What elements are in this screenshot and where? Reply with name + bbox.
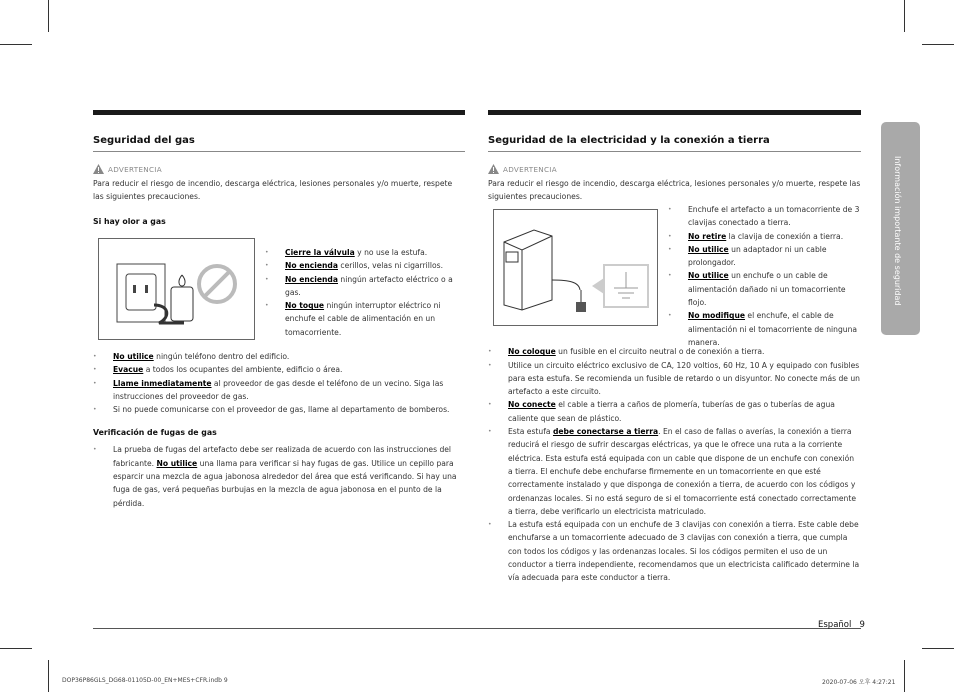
- crop-mark: [0, 44, 32, 45]
- gas-smell-heading: Si hay olor a gas: [93, 217, 166, 226]
- gas-safety-section: [93, 110, 465, 510]
- chapter-side-tab-label: Información importante de seguridad: [893, 156, 902, 306]
- intro-text: Para reducir el riesgo de incendio, descarga eléctrica, lesiones personales y/o muerte, respete las siguientes precauciones.: [93, 179, 453, 201]
- list-item: • Si no puede comunicarse con el proveedor de gas, llame al departamento de bomberos.: [93, 403, 465, 416]
- section-title: Seguridad del gas: [93, 135, 465, 152]
- warning-label: [488, 164, 861, 174]
- list-item: • Esta estufa debe conectarse a tierra. En el caso de fallas o averías, la conexión a tierra reducirá el riesgo de sufrir descargas eléctricas, ya que le ofrece una ruta a la corriente eléctrica. Esta estufa está equipada con un cable que dispone de un enchufe con conexión a tierra. El enchufe debe enchufarse firmemente en un tomacorriente en que esté correctamente instalado y que disponga de conexión a tierra, de acuerdo con los códigos y ordenanzas locales. Si no está seguro de si el tomacorriente está conectado correctamente a tierra, debe verificarlo un electricista matriculado.: [488, 425, 861, 518]
- page-number: 9: [859, 620, 865, 630]
- grounding-illustration: [493, 209, 658, 326]
- leak-heading: Verificación de fugas de gas: [93, 428, 217, 438]
- crop-mark: [922, 648, 954, 649]
- crop-mark: [904, 0, 905, 32]
- electrical-safety-section: [488, 110, 861, 585]
- list-item: • Evacue a todos los ocupantes del ambiente, edificio o área.: [93, 363, 465, 376]
- outlet-candle-no-icon: [99, 239, 254, 339]
- intro-text: Para reducir el riesgo de incendio, descarga eléctrica, lesiones personales y/o muerte, respete las siguientes precauciones.: [488, 179, 861, 201]
- list-item: • No retire la clavija de conexión a tierra.: [668, 230, 861, 243]
- warning-icon: [488, 164, 499, 174]
- list-item: • No conecte el cable a tierra a caños de plomería, tuberías de gas o tuberías de agua caliente que sean de plástico.: [488, 398, 861, 425]
- list-item: • No utilice ningún teléfono dentro del edificio.: [93, 350, 465, 363]
- gas-smell-illustration: [98, 238, 255, 340]
- page-footer: [818, 620, 865, 630]
- footer-rule: [93, 628, 861, 629]
- section-rule: [93, 110, 465, 115]
- footer-language: Español: [818, 620, 852, 630]
- print-slug-right: 2020-07-06 오후 4:27:21: [822, 679, 896, 686]
- list-item: • La estufa está equipada con un enchufe de 3 clavijas con conexión a tierra. Este cable debe enchufarse a un tomacorriente adecuado de 3 clavijas con conexión a tierra, que cumpla con todos los códigos y las ordenanzas locales. Si los códigos permiten el uso de un conductor a tierra independiente, recomendamos que un electricista calificado determine la vía adecuada para este conductor a tierra.: [488, 518, 861, 584]
- list-item: • No encienda ningún artefacto eléctrico o a gas.: [265, 273, 457, 300]
- list-item: • No toque ningún interruptor eléctrico ni enchufe el cable de alimentación en un tomacorriente.: [265, 299, 457, 339]
- chapter-side-tab: [881, 122, 920, 335]
- crop-mark: [48, 660, 49, 692]
- list-item: • La prueba de fugas del artefacto debe ser realizada de acuerdo con las instrucciones del fabricante. No utilice una llama para verificar si hay fugas de gas. Utilice un cepillo para esparcir una mezcla de agua jabonosa alrededor del área que está verificando. Si hay una fuga de gas, verá pequeñas burbujas en la mezcla de agua jabonosa en el punto de la pérdida.: [93, 443, 465, 509]
- section-rule: [488, 110, 861, 115]
- list-item: • Llame inmediatamente al proveedor de gas desde el teléfono de un vecino. Siga las instrucciones del proveedor de gas.: [93, 377, 465, 404]
- list-item: • No modifique el enchufe, el cable de alimentación ni el tomacorriente de ninguna manera.: [668, 309, 861, 349]
- list-item: • No coloque un fusible en el circuito neutral o de conexión a tierra.: [488, 345, 861, 358]
- list-item: • No encienda cerillos, velas ni cigarrillos.: [265, 259, 457, 272]
- crop-mark: [904, 660, 905, 692]
- warning-icon: [93, 164, 104, 174]
- list-item: • No utilice un enchufe o un cable de alimentación dañado ni un tomacorriente flojo.: [668, 269, 861, 309]
- range-ground-icon: [494, 210, 657, 325]
- list-item: • Enchufe el artefacto a un tomacorriente de 3 clavijas conectado a tierra.: [668, 203, 861, 230]
- section-title: Seguridad de la electricidad y la conexión a tierra: [488, 135, 861, 152]
- crop-mark: [0, 648, 32, 649]
- crop-mark: [48, 0, 49, 32]
- warning-text: ADVERTENCIA: [108, 164, 162, 174]
- warning-label: [93, 164, 465, 174]
- list-item: • No utilice un adaptador ni un cable prolongador.: [668, 243, 861, 270]
- print-slug-left: DOP36P86GLS_DG68-01105D-00_EN+MES+CFR.indb 9: [62, 677, 228, 684]
- crop-mark: [922, 44, 954, 45]
- list-item: • Cierre la válvula y no use la estufa.: [265, 246, 457, 259]
- list-item: • Utilice un circuito eléctrico exclusivo de CA, 120 voltios, 60 Hz, 10 A y equipado con fusibles para esta estufa. Se recomienda un fusible de retardo o un disyuntor. No conecte más de un artefacto a este circuito.: [488, 359, 861, 399]
- warning-text: ADVERTENCIA: [503, 164, 557, 174]
